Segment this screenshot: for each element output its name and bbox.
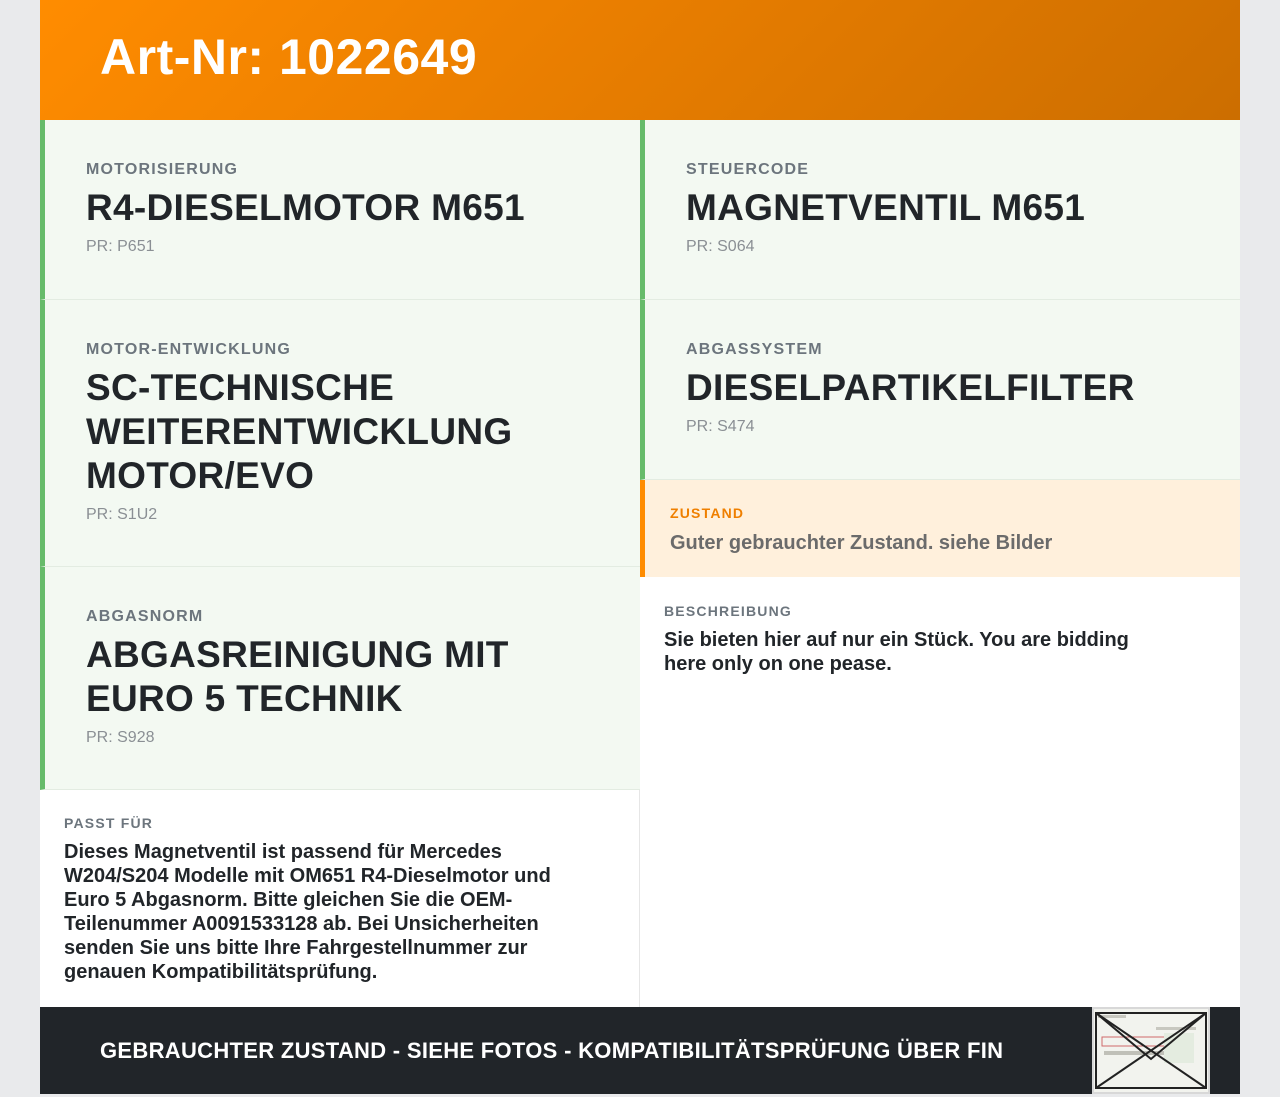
footer-bar bbox=[40, 1007, 1240, 1094]
right-column bbox=[640, 120, 1240, 1007]
compatibility-label: PASST FÜR bbox=[64, 815, 154, 831]
spec-pr-code: PR: S928 bbox=[86, 729, 155, 746]
spec-title: SC-TECHNISCHE WEITERENTWICKLUNG MOTOR/EVO bbox=[86, 367, 513, 496]
spec-label: ABGASNORM bbox=[86, 608, 204, 625]
spec-card-motor-entwicklung bbox=[40, 300, 640, 567]
header-banner bbox=[40, 0, 1240, 120]
spec-card-abgasnorm bbox=[40, 567, 640, 790]
description-section bbox=[640, 602, 1200, 676]
article-number-title: Art-Nr: 1022649 bbox=[100, 29, 478, 85]
spec-card-abgassystem bbox=[640, 300, 1240, 480]
description-label: BESCHREIBUNG bbox=[664, 603, 792, 619]
envelope-icon bbox=[1094, 1009, 1208, 1092]
spec-card-motorisierung bbox=[40, 120, 640, 300]
footer-text: GEBRAUCHTER ZUSTAND - SIEHE FOTOS - KOMPATIBILITÄTSPRÜFUNG ÜBER FIN bbox=[100, 1038, 1004, 1063]
condition-label: ZUSTAND bbox=[670, 505, 745, 521]
compatibility-section bbox=[40, 814, 620, 984]
spec-label: ABGASSYSTEM bbox=[686, 341, 823, 358]
left-column bbox=[40, 120, 640, 1007]
spec-label: STEUERCODE bbox=[686, 161, 810, 178]
spec-pr-code: PR: P651 bbox=[86, 238, 155, 255]
condition-box bbox=[640, 480, 1240, 577]
spec-title: DIESELPARTIKELFILTER bbox=[686, 367, 1135, 408]
photo-thumbnail[interactable] bbox=[1092, 1007, 1210, 1094]
listing-page bbox=[40, 0, 1240, 1094]
spec-title: ABGASREINIGUNG MIT EURO 5 TECHNIK bbox=[86, 634, 509, 719]
spec-label: MOTORISIERUNG bbox=[86, 161, 239, 178]
compatibility-text: Dieses Magnetventil ist passend für Mercedes W204/S204 Modelle mit OM651 R4-Dieselmotor und Euro 5 Abgasnorm. Bitte gleichen Sie die OEM-Teilenummer A0091533128 ab. Bei Unsicherheiten senden Sie uns bitte Ihre Fahrgestellnummer zur genauen Kompatibilitätsprüfung. bbox=[64, 841, 551, 983]
spec-title: MAGNETVENTIL M651 bbox=[686, 187, 1086, 228]
spec-label: MOTOR-ENTWICKLUNG bbox=[86, 341, 291, 358]
spec-card-steuercode bbox=[640, 120, 1240, 300]
spec-pr-code: PR: S474 bbox=[686, 418, 755, 435]
condition-text: Guter gebrauchter Zustand. siehe Bilder bbox=[670, 532, 1053, 554]
spec-pr-code: PR: S1U2 bbox=[86, 506, 158, 523]
spec-pr-code: PR: S064 bbox=[686, 238, 755, 255]
spec-title: R4-DIESELMOTOR M651 bbox=[86, 187, 525, 228]
description-text: Sie bieten hier auf nur ein Stück. You are bidding here only on one pease. bbox=[664, 629, 1129, 675]
